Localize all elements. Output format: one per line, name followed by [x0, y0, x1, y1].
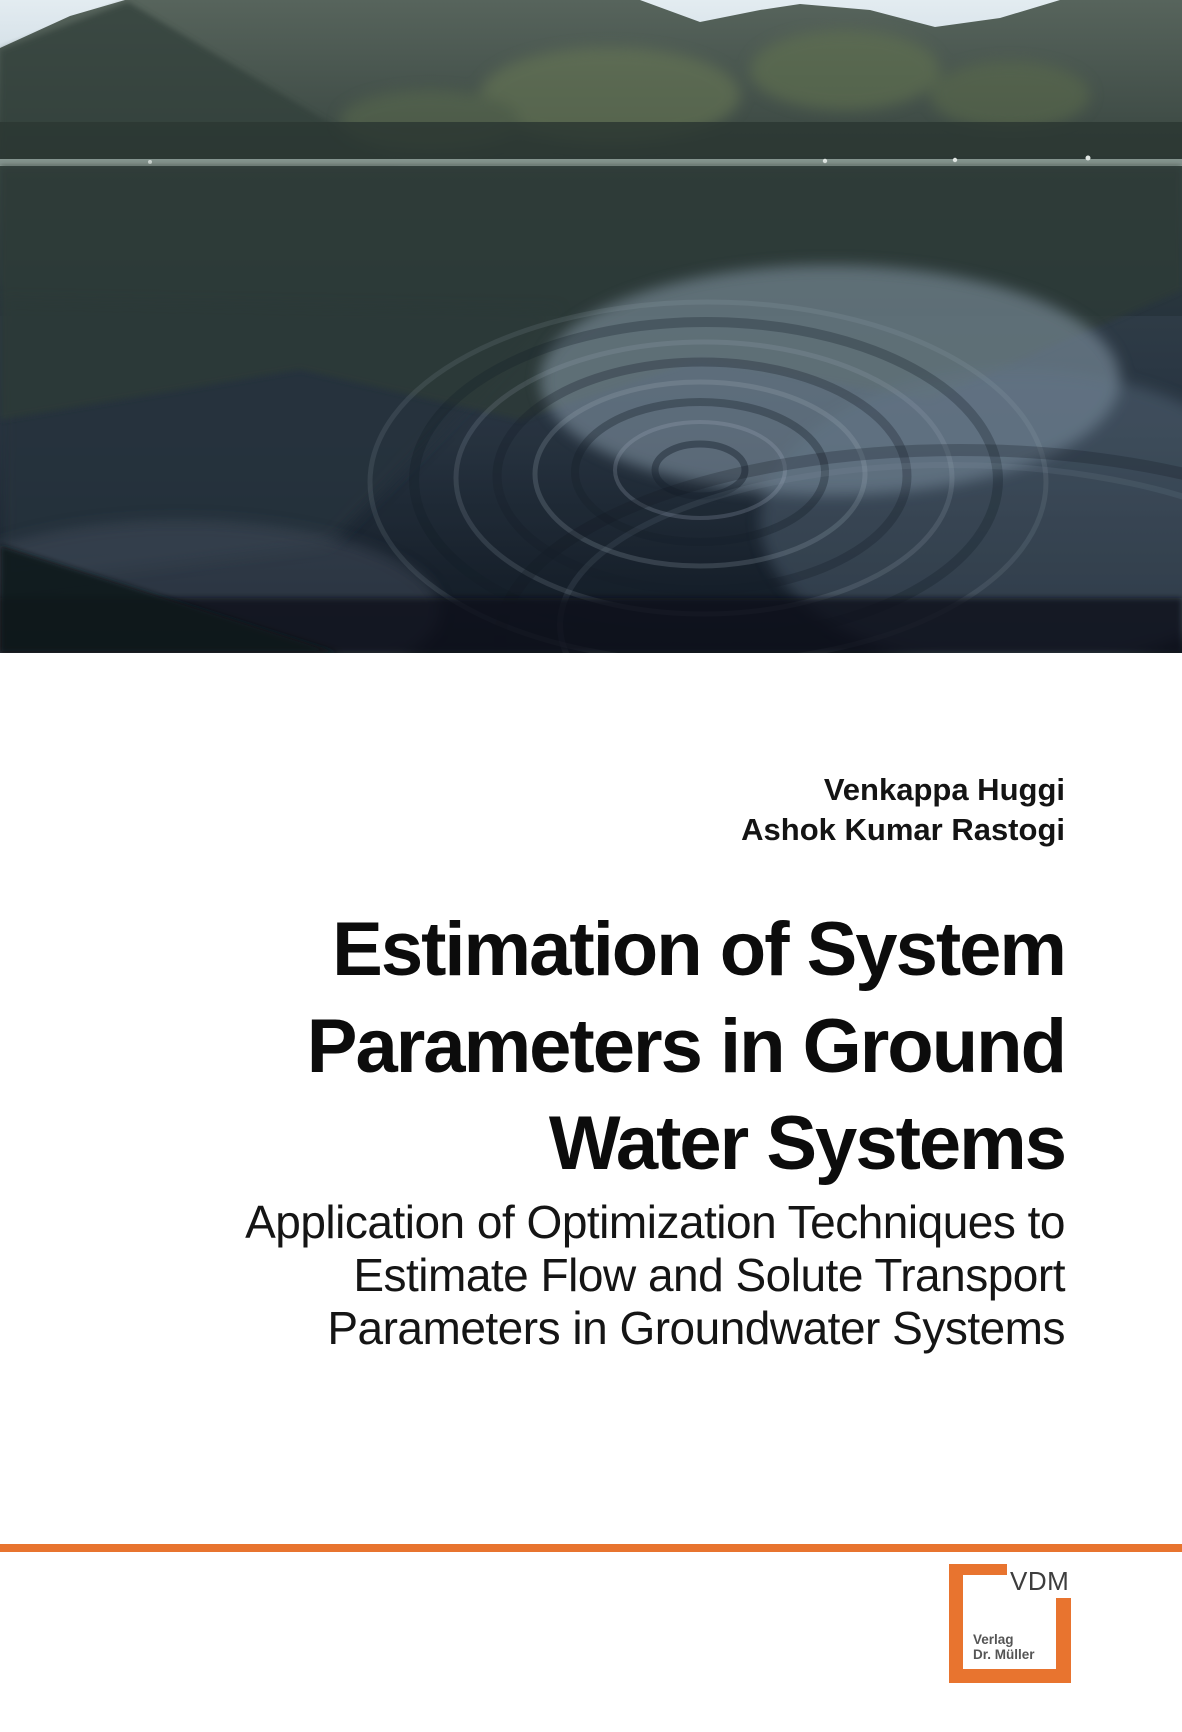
cover-photo [0, 0, 1182, 653]
logo-frame-bottom [949, 1669, 1071, 1683]
author-name: Venkappa Huggi [823, 772, 1065, 807]
author-name: Ashok Kumar Rastogi [741, 812, 1065, 847]
title-line: Estimation of System [332, 907, 1065, 992]
publisher-acronym: VDM [1010, 1566, 1070, 1596]
logo-frame-top [949, 1564, 1007, 1575]
subtitle-line: Application of Optimization Techniques to [245, 1196, 1065, 1248]
book-title [307, 901, 1065, 1192]
author-names [741, 770, 1065, 850]
subtitle-line: Parameters in Groundwater Systems [327, 1302, 1065, 1354]
title-line: Water Systems [548, 1101, 1065, 1186]
publisher-name-line: Dr. Müller [973, 1647, 1035, 1662]
logo-frame-left [949, 1564, 963, 1683]
subtitle-line: Estimate Flow and Solute Transport [353, 1249, 1065, 1301]
mountain [0, 0, 1182, 165]
publisher-logo [949, 1564, 1071, 1683]
lake-photo-illustration [0, 0, 1182, 653]
publisher-name [973, 1632, 1035, 1662]
title-line: Parameters in Ground [306, 1004, 1065, 1089]
publisher-name-line: Verlag [973, 1632, 1014, 1647]
accent-rule [0, 1544, 1182, 1552]
water-vignette [0, 166, 1182, 653]
book-subtitle [245, 1196, 1065, 1355]
